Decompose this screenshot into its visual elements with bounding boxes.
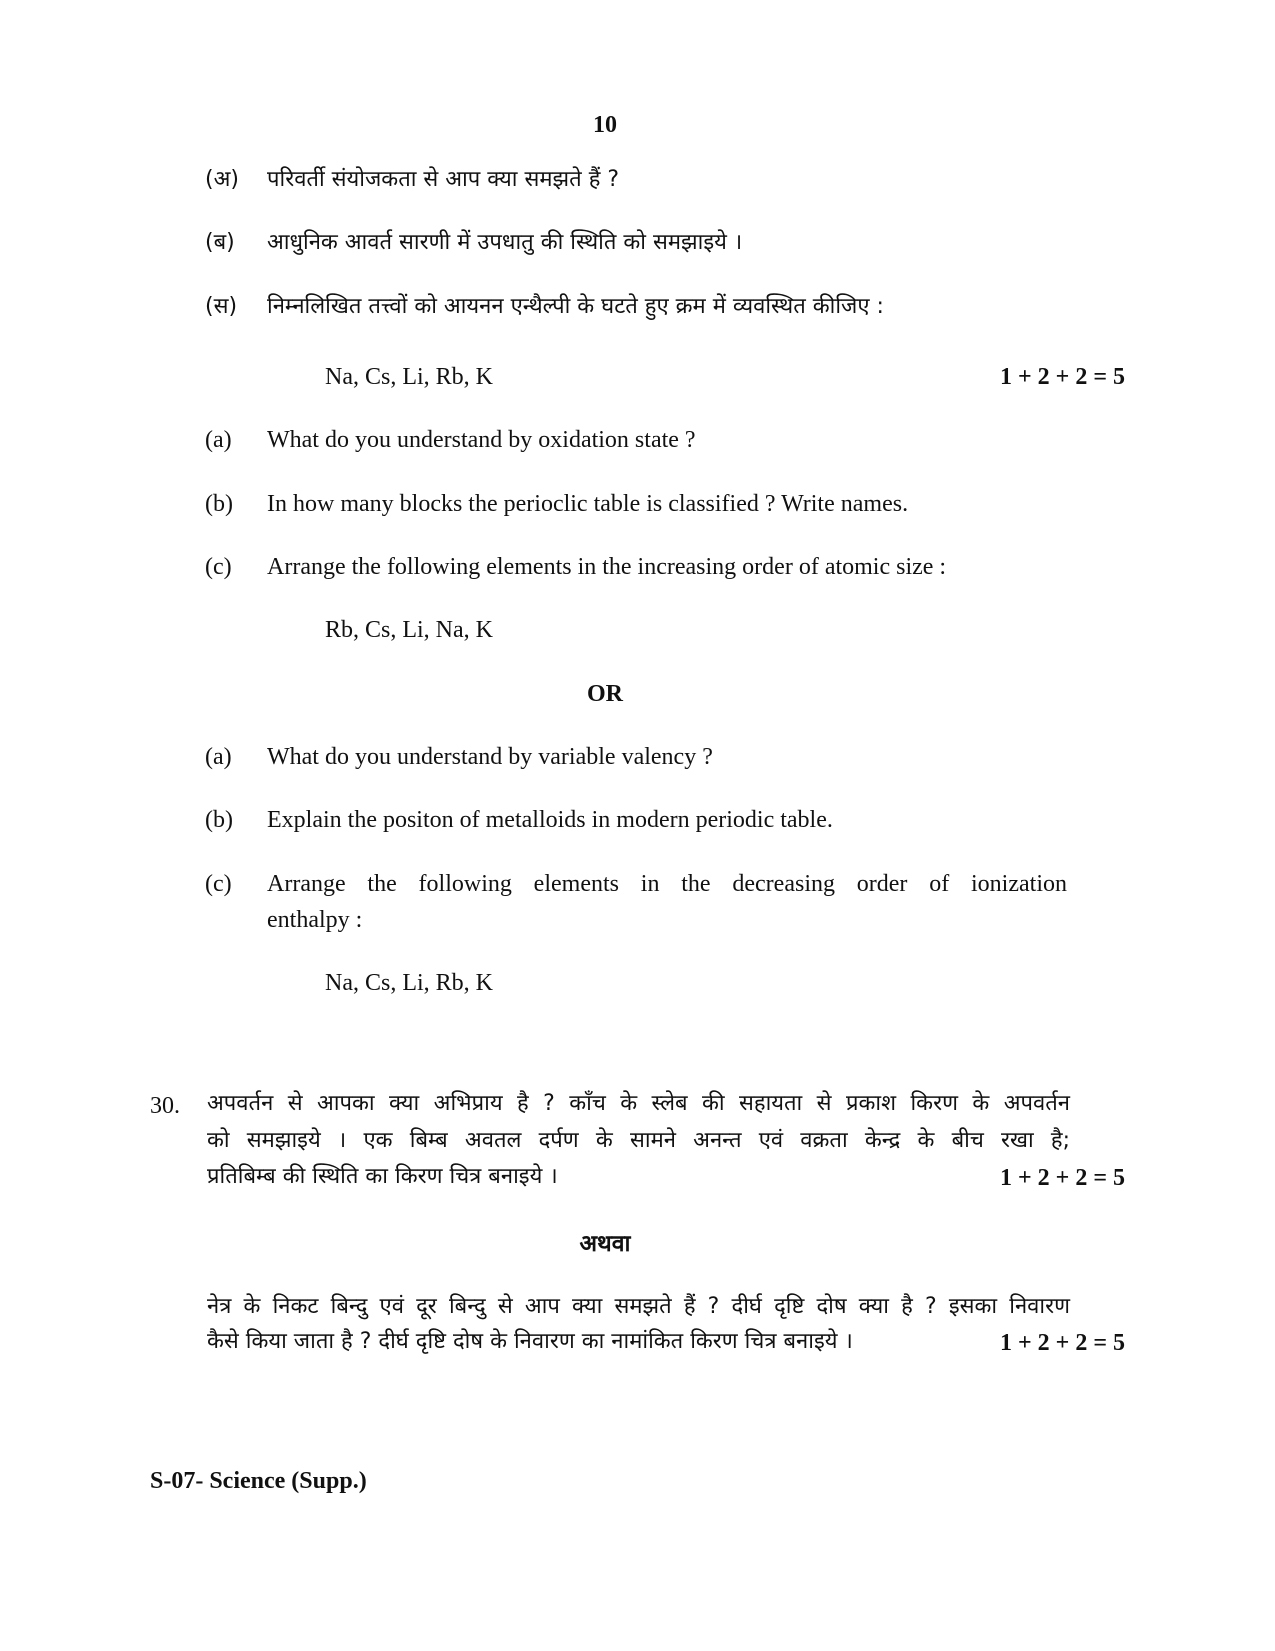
- item-text: What do you understand by oxidation state ?: [267, 427, 696, 453]
- item-text-line-2: enthalpy :: [267, 907, 363, 933]
- item-text-line-1: Arrange the following elements in the decreasing order of ionization: [267, 871, 1067, 897]
- hindi-item-b: [0, 226, 1275, 262]
- footer-paper-code: S-07- Science (Supp.): [150, 1468, 367, 1494]
- item-text: In how many blocks the perioclic table is classified ? Write names.: [267, 491, 909, 517]
- item-label: (b): [205, 491, 233, 517]
- question-30-line-1: अपवर्तन से आपका क्या अभिप्राय है ? काँच के स्लेब की सहायता से प्रकाश किरण के अपवर्तन: [207, 1091, 1070, 1116]
- element-list: Na, Cs, Li, Rb, K: [325, 364, 493, 390]
- english-alt-item-a: [0, 739, 1275, 775]
- question-30-alt-line-1: नेत्र के निकट बिन्दु एवं दूर बिन्दु से आप क्या समझते हैं ? दीर्घ दृष्टि दोष क्या है ? इसका निवारण: [207, 1294, 1070, 1319]
- item-text: निम्नलिखित तत्त्वों को आयनन एन्थैल्पी के घटते हुए क्रम में व्यवस्थित कीजिए :: [267, 294, 884, 319]
- hindi-item-c: [0, 290, 1275, 326]
- item-label: (c): [205, 554, 232, 580]
- item-text: आधुनिक आवर्त सारणी में उपधातु की स्थिति को समझाइये ।: [267, 230, 743, 255]
- question-30-line-3: प्रतिबिम्ब की स्थिति का किरण चित्र बनाइये ।: [207, 1164, 558, 1189]
- item-text: परिवर्ती संयोजकता से आप क्या समझते हैं ?: [267, 167, 620, 192]
- question-number: 30.: [150, 1093, 180, 1119]
- question-30-line-2: को समझाइये । एक बिम्ब अवतल दर्पण के सामने अनन्त एवं वक्रता केन्द्र के बीच रखा है;: [207, 1128, 1070, 1153]
- english-item-c: [0, 549, 1275, 585]
- hindi-item-a: [0, 163, 1275, 199]
- english-item-b: [0, 486, 1275, 522]
- item-label: (अ): [205, 167, 239, 192]
- athva-heading: अथवा: [579, 1231, 631, 1257]
- page-number: 10: [593, 112, 617, 138]
- item-text: Explain the positon of metalloids in modern periodic table.: [267, 807, 833, 833]
- item-label: (ब): [205, 230, 235, 255]
- item-label: (c): [205, 871, 232, 897]
- marks: 1 + 2 + 2 = 5: [999, 1330, 1125, 1356]
- item-text: Arrange the following elements in the increasing order of atomic size :: [267, 554, 947, 580]
- item-label: (स): [205, 294, 238, 319]
- element-list: Rb, Cs, Li, Na, K: [325, 617, 493, 643]
- english-alt-item-c: [0, 866, 1275, 946]
- item-label: (a): [205, 427, 232, 453]
- english-item-a: [0, 422, 1275, 458]
- marks: 1 + 2 + 2 = 5: [999, 364, 1125, 390]
- or-heading: OR: [587, 681, 623, 707]
- item-label: (a): [205, 744, 232, 770]
- marks: 1 + 2 + 2 = 5: [999, 1165, 1125, 1191]
- item-label: (b): [205, 807, 233, 833]
- question-30-alt-line-2: कैसे किया जाता है ? दीर्घ दृष्टि दोष के निवारण का नामांकित किरण चित्र बनाइये ।: [207, 1329, 853, 1354]
- element-list: Na, Cs, Li, Rb, K: [325, 970, 493, 996]
- english-alt-item-b: [0, 802, 1275, 838]
- item-text: What do you understand by variable valency ?: [267, 744, 713, 770]
